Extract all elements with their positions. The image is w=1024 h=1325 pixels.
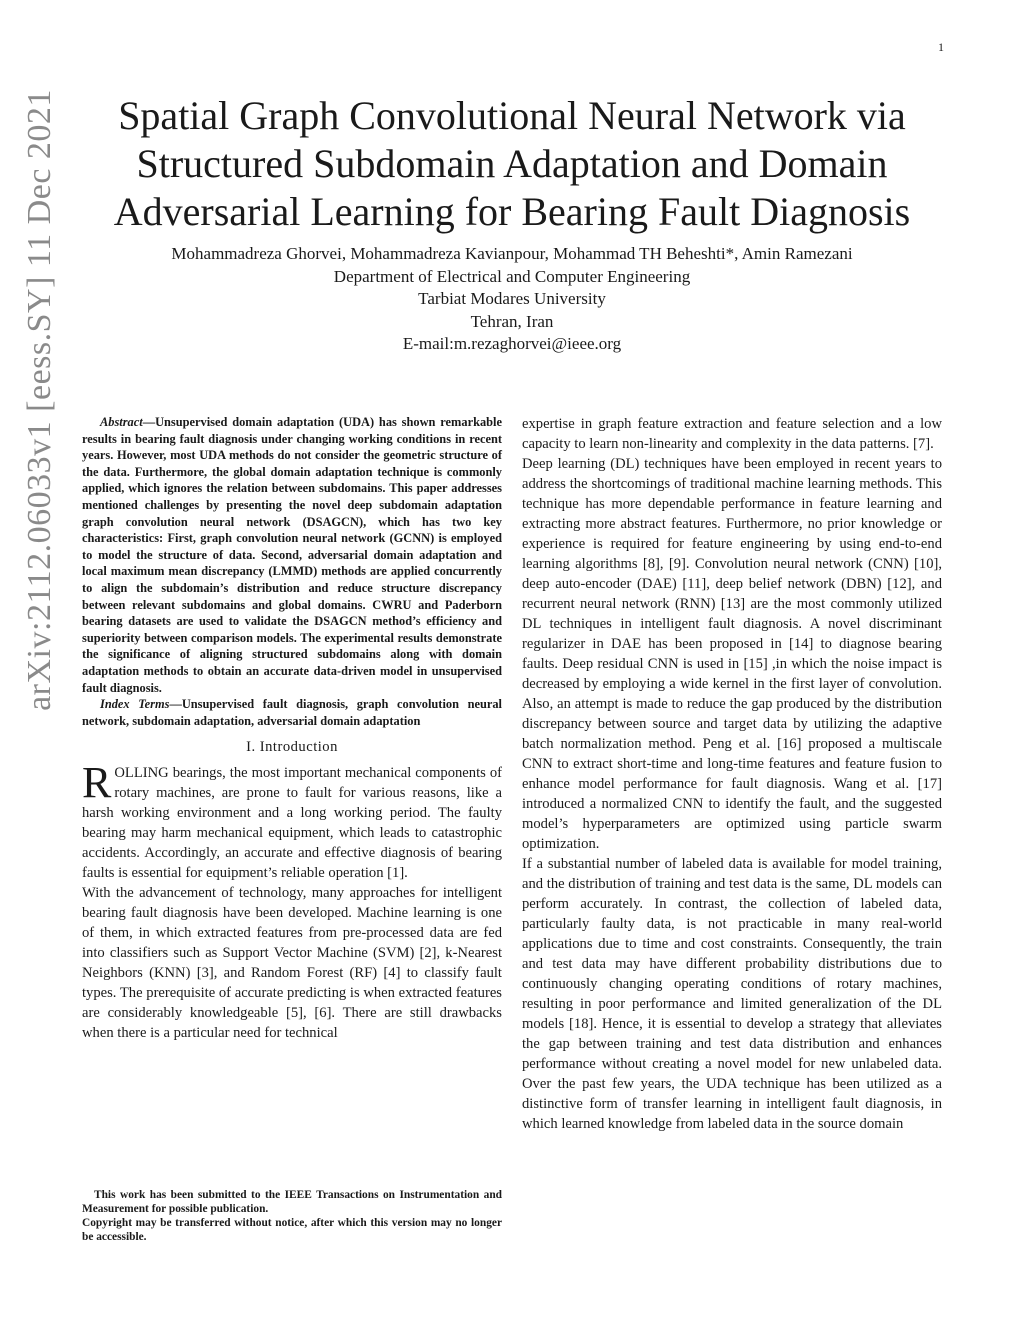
footnote bbox=[82, 1188, 502, 1244]
right-column bbox=[522, 414, 942, 1134]
body-paragraph: expertise in graph feature extraction and feature selection and a low capacity to learn non-linearity and complexity in the data patterns. [7]. bbox=[522, 416, 942, 452]
intro-paragraph bbox=[82, 758, 502, 883]
section-heading: I. Introduction bbox=[246, 739, 338, 756]
footnote-submission: This work has been submitted to the IEEE Transactions on Instrumentation and Measurement for possible publication. bbox=[82, 1189, 502, 1215]
abstract-text: —Unsupervised domain adaptation (UDA) has shown remarkable results in bearing fault diagnosis under changing working conditions in recent years. However, most UDA methods do not consider the geometric structure of the data. Furthermore, the global domain adaptation technique is commonly applied, which ignores the relation between subdomains. This paper addresses mentioned challenges by presenting the novel deep subdomain adaptation graph convolution neural network (DSAGCN), which has two key characteristics: First, graph convolution neural network (GCNN) is employed to model the structure of data. Second, adversarial domain adaptation and local maximum mean discrepancy (LMMD) methods are applied concurrently to align the subdomain’s distribution and reduce structure discrepancy between relevant subdomains and global domains. CWRU and Paderborn bearing datasets are used to validate the DSAGCN method’s efficiency and superiority between comparison models. The experimental results demonstrate the significance of aligning structured subdomains along with domain adaptation methods to obtain an accurate data-driven model in unsupervised fault diagnosis. bbox=[82, 415, 502, 695]
index-terms-label: Index Terms bbox=[100, 697, 170, 712]
body-paragraph: Deep learning (DL) techniques have been employed in recent years to address the shortcomings of traditional machine learning methods. This technique has more dependable performance in feature learning and extracting more abstract features. Furthermore, no prior knowledge or experience is required for feature engineering by using end-to-end learning algorithms [8], [9]. Convolution neural network (CNN) [10], deep auto-encoder (DAE) [11], deep belief network (DBN) [12], and recurrent neural network (RNN) [13] are the most commonly utilized DL techniques in intelligent fault diagnosis. A novel discriminant regularizer in DAE has been proposed in [14] to diagnose bearing faults. Deep residual CNN is used in [15] ,in which the noise impact is decreased by employing a wide kernel in the first layer of convolution. Also, an attempt is made to reduce the gap produced by the distribution discrepancy between source and target data by utilizing the adaptive batch normalization method. Peng et al. [16] proposed a multiscale CNN to extract short-time and long-time features and feature fusion to enhance model performance for fault diagnosis. Wang et al. [17] introduced a normalized CNN to identify the fault, and the suggested model’s hyperparameters are optimized using particle swarm optimization. bbox=[522, 456, 942, 852]
title-line: Structured Subdomain Adaptation and Domain bbox=[136, 141, 888, 186]
abstract-label: Abstract bbox=[100, 415, 143, 429]
intro-paragraph: With the advancement of technology, many approaches for intelligent bearing fault diagnosis have been developed. Machine learning is one of them, in which extracted features from pre-processed data are fed into classifiers such as Support Vector Machine (SVM) [2], k-Nearest Neighbors (KNN) [3], and Random Forest (RF) [4] to classify fault types. The prerequisite of accurate predicting is when extracted features are considerably knowledgeable [5], [6]. There are still drawbacks when there is a particular need for technical bbox=[82, 885, 502, 1042]
intro-paragraph-text: OLLING bearings, the most important mechanical components of rotary machines, are prone to fault for various reasons, like a harsh working environment and a long working period. The faulty bearing may harm mechanical equipment, which leads to catastrophic accidents. Accordingly, an accurate and effective diagnosis of bearing faults is essential for equipment’s reliable operation [1]. bbox=[82, 765, 502, 882]
index-terms-text: —Unsupervised fault diagnosis, graph convolution neural network, subdomain adaptation, adversarial domain adaptation bbox=[82, 697, 502, 728]
arxiv-identifier: arXiv:2112.06033v1 [eess.SY] 11 Dec 2021 bbox=[21, 89, 58, 711]
title-line: Spatial Graph Convolutional Neural Network via bbox=[118, 93, 906, 138]
author-block bbox=[90, 243, 934, 356]
author-names: Mohammadreza Ghorvei, Mohammadreza Kavianpour, Mohammad TH Beheshti*, Amin Ramezani bbox=[171, 244, 853, 263]
abstract bbox=[82, 414, 502, 696]
left-column bbox=[82, 414, 502, 1043]
footnote-copyright: Copyright may be transferred without notice, after which this version may no longer be accessible. bbox=[82, 1217, 502, 1243]
page-number: 1 bbox=[938, 40, 944, 54]
drop-cap: R bbox=[82, 758, 112, 808]
author-department: Department of Electrical and Computer Engineering bbox=[333, 266, 691, 286]
index-terms bbox=[82, 696, 502, 729]
author-email: E-mail:m.rezaghorvei@ieee.org bbox=[402, 334, 622, 353]
author-location: Tehran, Iran bbox=[470, 311, 554, 331]
author-university: Tarbiat Modares University bbox=[418, 289, 606, 308]
title-line: Adversarial Learning for Bearing Fault Diagnosis bbox=[113, 189, 911, 234]
paper-title bbox=[90, 92, 934, 236]
body-paragraph: If a substantial number of labeled data is available for model training, and the distribution of training and test data is the same, DL models can perform accurately. In contrast, the collection of labeled data, particularly faulty data, is not practicable in many real-world applications due to time and cost constraints. Consequently, the train and test data may have different probability distributions due to continuously changing operating conditions of rotary machines, resulting in poor performance and limited generalization of the DL models [18]. Hence, it is essential to develop a strategy that alleviates the gap between training and test data distribution and enhances performance without creating a novel model for new unlabeled data. Over the past few years, the UDA technique has been utilized as a distinctive form of transfer learning in intelligent fault diagnosis, in which learned knowledge from labeled data in the source domain bbox=[522, 856, 942, 1132]
